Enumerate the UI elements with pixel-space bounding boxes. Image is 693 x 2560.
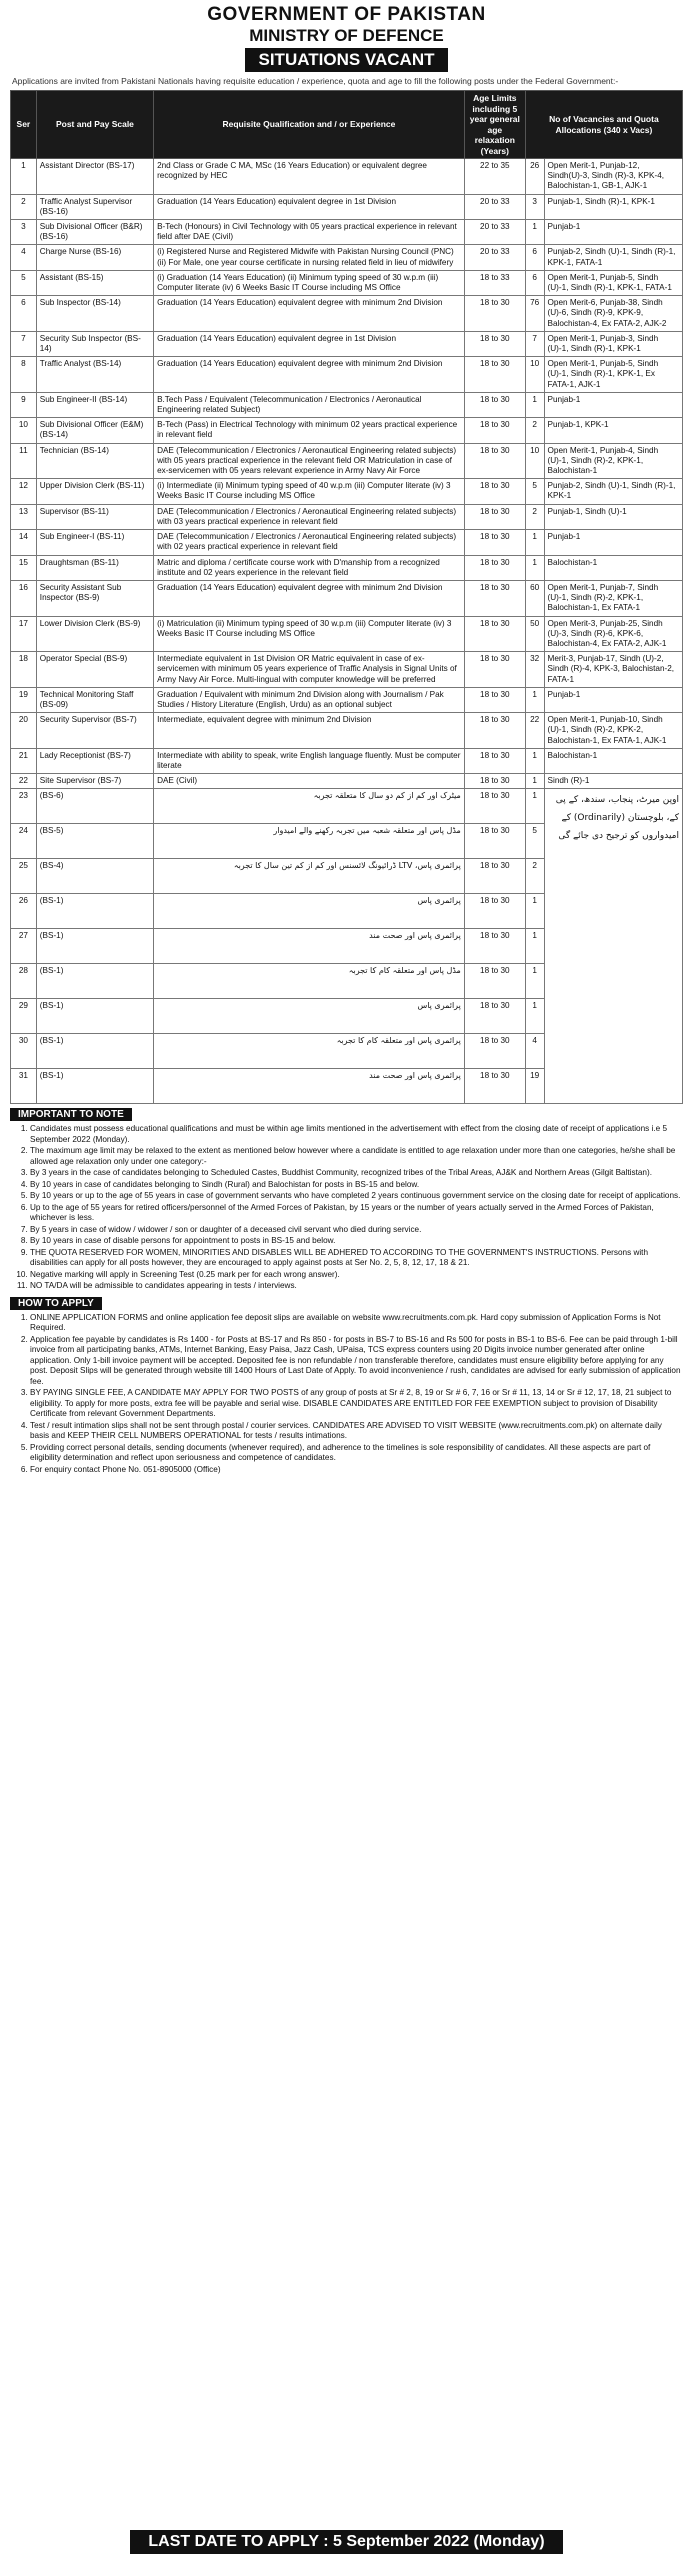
row-age-limit: 18 to 30 (464, 296, 525, 332)
list-item: 6. For enquiry contact Phone No. 051-8905000 (Office) (30, 1465, 683, 1476)
row-age-limit: 18 to 30 (464, 479, 525, 504)
row-serial: 27 (11, 929, 37, 964)
row-serial: 4 (11, 245, 37, 270)
row-age-limit: 18 to 30 (464, 530, 525, 555)
row-age-limit: 18 to 30 (464, 331, 525, 356)
row-post: Lady Receptionist (BS-7) (36, 748, 153, 773)
row-serial: 24 (11, 824, 37, 859)
row-quota-merged: اوپن میرٹ، پنجاب، سندھ، کے پی کے، بلوچستان (Ordinarily) کے امیدواروں کو ترجیح دی جائے گی (544, 789, 682, 1104)
row-vacancy-count: 3 (525, 194, 544, 219)
table-row (11, 687, 683, 712)
row-qualification: 2nd Class or Grade C MA, MSc (16 Years Education) or equivalent degree recognized by HEC (154, 159, 465, 195)
row-qualification: Intermediate with ability to speak, write English language fluently. Must be computer literate (154, 748, 465, 773)
vacancies-table (10, 90, 683, 1104)
row-serial: 11 (11, 443, 37, 479)
row-age-limit: 18 to 33 (464, 270, 525, 295)
row-vacancy-count: 6 (525, 245, 544, 270)
table-row (11, 443, 683, 479)
row-quota: Punjab-2, Sindh (U)-1, Sindh (R)-1, KPK-1 (544, 479, 682, 504)
row-serial: 23 (11, 789, 37, 824)
row-qualification: B.Tech Pass / Equivalent (Telecommunication / Electronics / Aeronautical Engineering related Subject) (154, 392, 465, 417)
header-qualification: Requisite Qualification and / or Experience (154, 91, 465, 159)
row-vacancy-count: 10 (525, 357, 544, 393)
row-vacancy-count: 1 (525, 220, 544, 245)
row-serial: 21 (11, 748, 37, 773)
row-vacancy-count: 2 (525, 504, 544, 529)
row-age-limit: 18 to 30 (464, 652, 525, 688)
row-vacancy-count: 22 (525, 713, 544, 749)
row-qualification: مڈل پاس اور متعلقہ کام کا تجربہ (154, 964, 465, 999)
table-row (11, 296, 683, 332)
table-row (11, 652, 683, 688)
row-post: (BS-6) (36, 789, 153, 824)
row-post: Sub Divisional Officer (B&R) (BS-16) (36, 220, 153, 245)
list-item: 7. By 5 years in case of widow / widower / son or daughter of a deceased civil servant who died during service. (30, 1225, 683, 1236)
row-quota: Punjab-1 (544, 687, 682, 712)
row-vacancy-count: 1 (525, 964, 544, 999)
row-age-limit: 22 to 35 (464, 159, 525, 195)
row-qualification: Graduation (14 Years Education) equivalent degree with minimum 2nd Division (154, 580, 465, 616)
row-post: Security Sub Inspector (BS-14) (36, 331, 153, 356)
row-age-limit: 18 to 30 (464, 999, 525, 1034)
row-post: (BS-4) (36, 859, 153, 894)
table-row (11, 530, 683, 555)
row-serial: 1 (11, 159, 37, 195)
row-post: Traffic Analyst (BS-14) (36, 357, 153, 393)
row-qualification: DAE (Telecommunication / Electronics / Aeronautical Engineering related subjects) with 02 years practical experience in relevant field (154, 530, 465, 555)
row-qualification: B-Tech (Honours) in Civil Technology with 05 years practical experience in relevant field after DAE (Civil) (154, 220, 465, 245)
row-serial: 20 (11, 713, 37, 749)
table-row (11, 580, 683, 616)
row-post: Assistant (BS-15) (36, 270, 153, 295)
last-date-banner: LAST DATE TO APPLY : 5 September 2022 (Monday) (130, 2530, 562, 2554)
row-vacancy-count: 1 (525, 530, 544, 555)
row-quota: Open Merit-1, Punjab-10, Sindh (U)-1, Sindh (R)-2, KPK-2, Balochistan-1, Ex FATA-1, AJK-1 (544, 713, 682, 749)
list-item: 5. By 10 years or up to the age of 55 years in case of government servants who have completed 2 years continuous government service on the closing date for receipt of applications. (30, 1191, 683, 1202)
table-row (11, 616, 683, 652)
row-vacancy-count: 6 (525, 270, 544, 295)
row-age-limit: 20 to 33 (464, 194, 525, 219)
row-quota: Balochistan-1 (544, 748, 682, 773)
row-post: Security Assistant Sub Inspector (BS-9) (36, 580, 153, 616)
row-qualification: (i) Matriculation (ii) Minimum typing speed of 30 w.p.m (iii) Computer literate (iv) 3 Weeks Basic IT Course including MS Office (154, 616, 465, 652)
list-item: 2. Application fee payable by candidates is Rs 1400 - for Posts at BS-17 and Rs 850 - for posts in BS-7 to BS-16 and Rs 500 for posts in BS-1 to BS-6. Fee can be paid through 1-bill invoice from all participating banks, ATMs, Internet Banking, Easy Paisa, Jazz Cash, UPaisa, TCS express counters using 20 Digits invoice number generated after online application. Only 1-bill invoice payment will be accepted. Deposited fee is non refundable / non transferable therefore, candidates must ensure eligibility before applying for any post. Deposit Slips will be generated through website till 1400 Hours of Last Date of Apply. To avoid inconvenience / rush, candidates are advised for early submission of application fee. (30, 1335, 683, 1388)
table-row (11, 713, 683, 749)
row-serial: 26 (11, 894, 37, 929)
row-age-limit: 18 to 30 (464, 504, 525, 529)
row-quota: Balochistan-1 (544, 555, 682, 580)
row-vacancy-count: 4 (525, 1034, 544, 1069)
how-to-apply-list (10, 1313, 683, 1476)
row-qualification: پرائمری پاس اور متعلقہ کام کا تجربہ (154, 1034, 465, 1069)
row-vacancy-count: 1 (525, 748, 544, 773)
table-row (11, 479, 683, 504)
row-vacancy-count: 7 (525, 331, 544, 356)
row-post: Technical Monitoring Staff (BS-09) (36, 687, 153, 712)
row-qualification: B-Tech (Pass) in Electrical Technology with minimum 02 years practical experience in relevant field (154, 418, 465, 443)
list-item: 4. Test / result intimation slips shall not be sent through postal / courier services. CANDIDATES ARE ADVISED TO VISIT WEBSITE (www.recruitments.com.pk) on alternate daily basis and KEEP THEIR CELL NUMBERS OPERATIONAL for tests / results intimations. (30, 1421, 683, 1442)
row-vacancy-count: 1 (525, 789, 544, 824)
row-qualification: DAE (Telecommunication / Electronics / Aeronautical Engineering related subjects) with 03 years practical experience in relevant field (154, 504, 465, 529)
row-age-limit: 18 to 30 (464, 789, 525, 824)
row-vacancy-count: 10 (525, 443, 544, 479)
row-vacancy-count: 26 (525, 159, 544, 195)
table-row (11, 220, 683, 245)
row-serial: 29 (11, 999, 37, 1034)
row-quota: Punjab-1, KPK-1 (544, 418, 682, 443)
row-age-limit: 18 to 30 (464, 1069, 525, 1104)
row-qualification: پرائمری پاس (154, 999, 465, 1034)
row-post: Operator Special (BS-9) (36, 652, 153, 688)
row-age-limit: 18 to 30 (464, 964, 525, 999)
row-vacancy-count: 1 (525, 774, 544, 789)
row-vacancy-count: 1 (525, 687, 544, 712)
row-age-limit: 18 to 30 (464, 824, 525, 859)
table-row (11, 418, 683, 443)
row-serial: 25 (11, 859, 37, 894)
row-post: Technician (BS-14) (36, 443, 153, 479)
row-serial: 18 (11, 652, 37, 688)
row-serial: 2 (11, 194, 37, 219)
table-row (11, 159, 683, 195)
table-row (11, 194, 683, 219)
row-serial: 13 (11, 504, 37, 529)
row-post: Upper Division Clerk (BS-11) (36, 479, 153, 504)
row-qualification: پرائمری پاس اور صحت مند (154, 929, 465, 964)
table-row (11, 748, 683, 773)
row-age-limit: 18 to 30 (464, 555, 525, 580)
row-qualification: Graduation / Equivalent with minimum 2nd Division along with Journalism / Pak Studies / History Literature (English, Urdu) as an optional subject (154, 687, 465, 712)
intro-text: Applications are invited from Pakistani Nationals having requisite education / experience, quota and age to fill the following posts under the Federal Government:- (12, 76, 619, 86)
row-quota: Open Merit-1, Punjab-5, Sindh (U)-1, Sindh (R)-1, KPK-1, Ex FATA-1, AJK-1 (544, 357, 682, 393)
header (10, 4, 683, 72)
header-post: Post and Pay Scale (36, 91, 153, 159)
row-vacancy-count: 2 (525, 418, 544, 443)
important-notes-list (10, 1124, 683, 1292)
row-quota: Punjab-2, Sindh (U)-1, Sindh (R)-1, KPK-1, FATA-1 (544, 245, 682, 270)
row-quota: Punjab-1 (544, 530, 682, 555)
row-qualification: Intermediate equivalent in 1st Division OR Matric equivalent in case of ex-servicemen with minimum 05 years experience of Traffic Analysis in Signal Units of Army Navy Air Force. Multi-lingual with computer knowledge will be preferred (154, 652, 465, 688)
row-quota: Punjab-1, Sindh (R)-1, KPK-1 (544, 194, 682, 219)
table-row (11, 504, 683, 529)
row-post: (BS-1) (36, 999, 153, 1034)
row-qualification: (i) Intermediate (ii) Minimum typing speed of 40 w.p.m (iii) Computer literate (iv) 3 Weeks Basic IT Course including MS Office (154, 479, 465, 504)
row-quota: Open Merit-1, Punjab-5, Sindh (U)-1, Sindh (R)-1, KPK-1, FATA-1 (544, 270, 682, 295)
row-serial: 15 (11, 555, 37, 580)
list-item: 1. Candidates must possess educational qualifications and must be within age limits mentioned in the advertisement with effect from the closing date of receipt of applications i.e 5 September 2022 (Monday). (30, 1124, 683, 1145)
row-vacancy-count: 1 (525, 999, 544, 1034)
table-row (11, 392, 683, 417)
row-vacancy-count: 76 (525, 296, 544, 332)
row-qualification: پرائمری پاس اور صحت مند (154, 1069, 465, 1104)
row-vacancy-count: 1 (525, 929, 544, 964)
row-age-limit: 18 to 30 (464, 859, 525, 894)
row-age-limit: 18 to 30 (464, 713, 525, 749)
row-vacancy-count: 1 (525, 392, 544, 417)
row-qualification: میٹرک اور کم از کم دو سال کا متعلقہ تجربہ (154, 789, 465, 824)
table-header-row (11, 91, 683, 159)
row-quota: Merit-3, Punjab-17, Sindh (U)-2, Sindh (R)-4, KPK-3, Balochistan-2, FATA-1 (544, 652, 682, 688)
list-item: 1. ONLINE APPLICATION FORMS and online application fee deposit slips are available on website www.recruitments.com.pk. Hard copy submission of Application Forms is Not Required. (30, 1313, 683, 1334)
row-serial: 9 (11, 392, 37, 417)
row-vacancy-count: 19 (525, 1069, 544, 1104)
row-age-limit: 18 to 30 (464, 392, 525, 417)
how-to-apply-heading: HOW TO APPLY (10, 1297, 102, 1310)
row-serial: 22 (11, 774, 37, 789)
row-serial: 19 (11, 687, 37, 712)
header-age: Age Limits including 5 year general age relaxation (Years) (464, 91, 525, 159)
row-post: (BS-1) (36, 964, 153, 999)
row-post: Supervisor (BS-11) (36, 504, 153, 529)
row-post: Sub Engineer-II (BS-14) (36, 392, 153, 417)
row-age-limit: 18 to 30 (464, 443, 525, 479)
row-qualification: Graduation (14 Years Education) equivalent degree in 1st Division (154, 194, 465, 219)
row-age-limit: 18 to 30 (464, 580, 525, 616)
list-item: 9. THE QUOTA RESERVED FOR WOMEN, MINORITIES AND DISABLES WILL BE ADHERED TO ACCORDING TO THE GOVERNMENT'S INSTRUCTIONS. Persons with disabilities can apply for all posts however, they are encouraged to apply against posts at Ser No. 2, 5, 8, 12, 17, 18 & 21. (30, 1248, 683, 1269)
row-qualification: Graduation (14 Years Education) equivalent degree in 1st Division (154, 331, 465, 356)
row-quota: Open Merit-1, Punjab-4, Sindh (U)-1, Sindh (R)-2, KPK-1, Balochistan-1 (544, 443, 682, 479)
row-quota: Open Merit-6, Punjab-38, Sindh (U)-6, Sindh (R)-9, KPK-9, Balochistan-4, Ex FATA-2, AJK-2 (544, 296, 682, 332)
row-quota: Open Merit-1, Punjab-3, Sindh (U)-1, Sindh (R)-1, KPK-1 (544, 331, 682, 356)
row-qualification: DAE (Civil) (154, 774, 465, 789)
list-item: 8. By 10 years in case of disable persons for appointment to posts in BS-15 and below. (30, 1236, 683, 1247)
row-qualification: (i) Registered Nurse and Registered Midwife with Pakistan Nursing Council (PNC) (ii) For Male, one year course certificate in nursing related field in lieu of midwifery (154, 245, 465, 270)
row-quota: Punjab-1 (544, 220, 682, 245)
row-quota: Open Merit-1, Punjab-12, Sindh(U)-3, Sindh (R)-3, KPK-4, Balochistan-1, GB-1, AJK-1 (544, 159, 682, 195)
table-row (11, 555, 683, 580)
row-age-limit: 20 to 33 (464, 220, 525, 245)
row-age-limit: 20 to 33 (464, 245, 525, 270)
row-post: Draughtsman (BS-11) (36, 555, 153, 580)
row-post: (BS-1) (36, 894, 153, 929)
row-qualification: پرائمری پاس، LTV ڈرائیونگ لائسنس اور کم از کم تین سال کا تجربہ (154, 859, 465, 894)
advertisement-page (10, 0, 683, 2550)
row-post: Lower Division Clerk (BS-9) (36, 616, 153, 652)
row-age-limit: 18 to 30 (464, 929, 525, 964)
row-quota: Punjab-1, Sindh (U)-1 (544, 504, 682, 529)
row-qualification: Graduation (14 Years Education) equivalent degree with minimum 2nd Division (154, 357, 465, 393)
row-age-limit: 18 to 30 (464, 616, 525, 652)
table-row (11, 331, 683, 356)
row-vacancy-count: 1 (525, 894, 544, 929)
row-serial: 7 (11, 331, 37, 356)
list-item: 4. By 10 years in case of candidates belonging to Sindh (Rural) and Balochistan for posts in BS-15 and below. (30, 1180, 683, 1191)
row-post: Charge Nurse (BS-16) (36, 245, 153, 270)
list-item: 5. Providing correct personal details, sending documents (whenever required), and adherence to the timelines is sole responsibility of candidates. All these aspects are part of eligibility determination and reflect upon seriousness and competence of candidates. (30, 1443, 683, 1464)
row-age-limit: 18 to 30 (464, 357, 525, 393)
row-serial: 3 (11, 220, 37, 245)
row-post: Sub Inspector (BS-14) (36, 296, 153, 332)
situations-vacant-banner: SITUATIONS VACANT (245, 48, 449, 72)
row-serial: 28 (11, 964, 37, 999)
row-qualification: Matric and diploma / certificate course work with D'manship from a recognized institute and 02 years experience in the relevant field (154, 555, 465, 580)
table-row (11, 270, 683, 295)
row-quota: Open Merit-3, Punjab-25, Sindh (U)-3, Sindh (R)-6, KPK-6, Balochistan-4, Ex FATA-2, AJK-1 (544, 616, 682, 652)
row-age-limit: 18 to 30 (464, 774, 525, 789)
row-post: Traffic Analyst Supervisor (BS-16) (36, 194, 153, 219)
row-post: (BS-1) (36, 1069, 153, 1104)
row-age-limit: 18 to 30 (464, 894, 525, 929)
row-qualification: Intermediate, equivalent degree with minimum 2nd Division (154, 713, 465, 749)
row-post: (BS-1) (36, 1034, 153, 1069)
list-item: 3. By 3 years in the case of candidates belonging to Scheduled Castes, Buddhist Community, recognized tribes of the Tribal Areas, AJ&K and Northern Areas (Gilgit Baltistan). (30, 1168, 683, 1179)
row-qualification: مڈل پاس اور متعلقہ شعبہ میں تجربہ رکھنے والے امیدوار (154, 824, 465, 859)
row-quota: Open Merit-1, Punjab-7, Sindh (U)-1, Sindh (R)-2, KPK-1, Balochistan-1, Ex FATA-1 (544, 580, 682, 616)
row-age-limit: 18 to 30 (464, 418, 525, 443)
table-row (11, 245, 683, 270)
row-post: Sub Engineer-I (BS-11) (36, 530, 153, 555)
row-vacancy-count: 60 (525, 580, 544, 616)
govt-title: GOVERNMENT OF PAKISTAN (207, 4, 486, 25)
row-vacancy-count: 50 (525, 616, 544, 652)
row-serial: 5 (11, 270, 37, 295)
row-qualification: Graduation (14 Years Education) equivalent degree with minimum 2nd Division (154, 296, 465, 332)
important-note-heading: IMPORTANT TO NOTE (10, 1108, 132, 1121)
row-age-limit: 18 to 30 (464, 748, 525, 773)
footer (10, 2530, 683, 2554)
row-serial: 10 (11, 418, 37, 443)
row-serial: 14 (11, 530, 37, 555)
row-age-limit: 18 to 30 (464, 1034, 525, 1069)
row-vacancy-count: 1 (525, 555, 544, 580)
list-item: 11. NO TA/DA will be admissible to candidates appearing in tests / interviews. (30, 1281, 683, 1292)
row-vacancy-count: 2 (525, 859, 544, 894)
row-serial: 30 (11, 1034, 37, 1069)
row-post: Site Supervisor (BS-7) (36, 774, 153, 789)
ministry-title: MINISTRY OF DEFENCE (249, 26, 444, 45)
row-post: (BS-5) (36, 824, 153, 859)
row-post: Security Supervisor (BS-7) (36, 713, 153, 749)
row-post: Assistant Director (BS-17) (36, 159, 153, 195)
list-item: 6. Up to the age of 55 years for retired officers/personnel of the Armed Forces of Pakistan, by 15 years or the number of years actually served in the Armed Forces of Pakistan, whichever is less. (30, 1203, 683, 1224)
row-qualification: (i) Graduation (14 Years Education) (ii) Minimum typing speed of 30 w.p.m (iii) Computer literate (iv) 6 Weeks Basic IT Course including MS Office (154, 270, 465, 295)
list-item: 3. BY PAYING SINGLE FEE, A CANDIDATE MAY APPLY FOR TWO POSTS of any group of posts at Sr # 2, 8, 19 or Sr # 6, 7, 16 or Sr # 11, 13, 14 or Sr # 12, 17, 18, 21 subject to eligibility. To apply for more posts, extra fee will be payable and serial wise. DISABLE CANDIDATES ARE ENTITLED FOR FEE EXEMPTION subject to provision of Disability Certificate from relevant Government Departments. (30, 1388, 683, 1420)
row-serial: 17 (11, 616, 37, 652)
row-vacancy-count: 5 (525, 824, 544, 859)
row-vacancy-count: 32 (525, 652, 544, 688)
row-age-limit: 18 to 30 (464, 687, 525, 712)
row-serial: 12 (11, 479, 37, 504)
row-serial: 31 (11, 1069, 37, 1104)
row-serial: 8 (11, 357, 37, 393)
row-post: (BS-1) (36, 929, 153, 964)
header-ser: Ser (11, 91, 37, 159)
table-row (11, 774, 683, 789)
table-row (11, 789, 683, 824)
row-qualification: پرائمری پاس (154, 894, 465, 929)
list-item: 10. Negative marking will apply in Screening Test (0.25 mark per for each wrong answer). (30, 1270, 683, 1281)
row-serial: 6 (11, 296, 37, 332)
row-qualification: DAE (Telecommunication / Electronics / Aeronautical Engineering related subjects) with 05 years practical experience in the relevant field OR Matriculation in case of ex-servicemen with 05 years relevant experience in Army Navy Air Force (154, 443, 465, 479)
row-quota: Sindh (R)-1 (544, 774, 682, 789)
row-quota: Punjab-1 (544, 392, 682, 417)
header-vacancies: No of Vacancies and Quota Allocations (340 x Vacs) (525, 91, 682, 159)
row-vacancy-count: 5 (525, 479, 544, 504)
row-post: Sub Divisional Officer (E&M) (BS-14) (36, 418, 153, 443)
table-row (11, 357, 683, 393)
row-serial: 16 (11, 580, 37, 616)
list-item: 2. The maximum age limit may be relaxed to the extent as mentioned below however where a candidate is entitled to age relaxation under more than one categories, he/she shall be allowed age relaxation only under one category:- (30, 1146, 683, 1167)
